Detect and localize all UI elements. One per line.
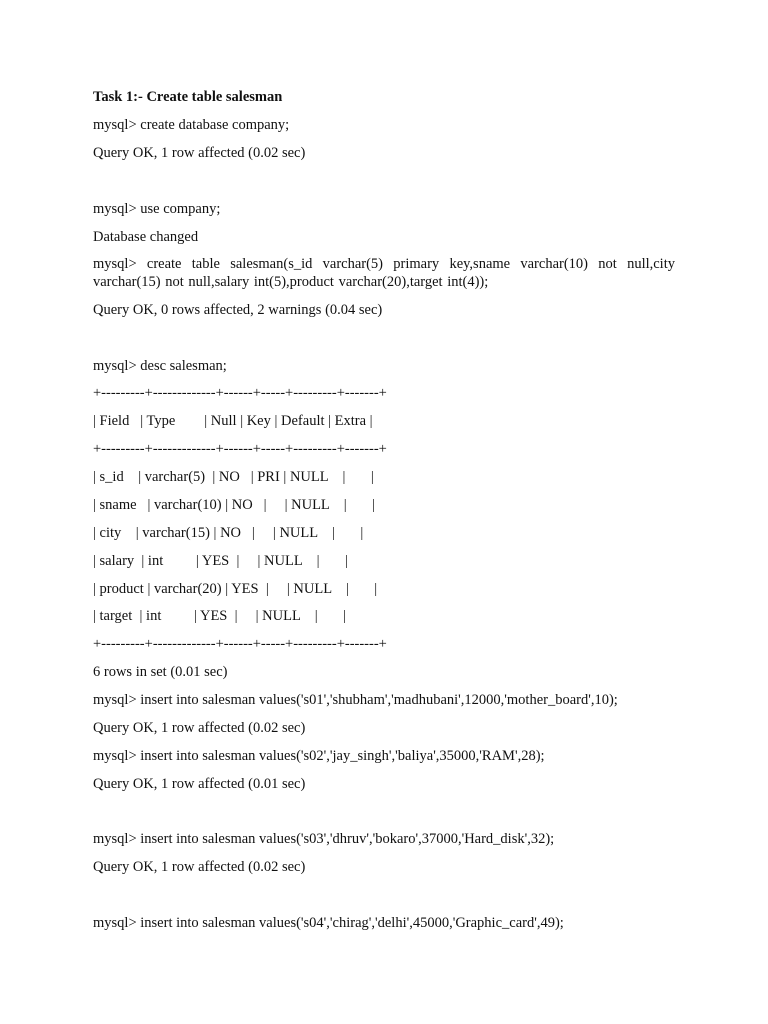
table-border: +---------+-------------+------+-----+---------+-------+	[93, 385, 387, 401]
text-line: 6 rows in set (0.01 sec)	[93, 664, 228, 680]
text-line: mysql> create table salesman(s_id varchar(5) primary key,sname varchar(10) not null,city varchar(15) not null,salary int(5),product varchar(20),target int(4));	[93, 256, 675, 290]
text-line: Query OK, 1 row affected (0.01 sec)	[93, 776, 306, 792]
table-row: | s_id | varchar(5) | NO | PRI | NULL | |	[93, 469, 374, 485]
text-line: Query OK, 1 row affected (0.02 sec)	[93, 145, 306, 161]
table-row: | city | varchar(15) | NO | | NULL | |	[93, 525, 364, 541]
text-line: Query OK, 0 rows affected, 2 warnings (0.04 sec)	[93, 302, 383, 318]
task-heading: Task 1:- Create table salesman	[93, 89, 283, 105]
text-line: mysql> insert into salesman values('s01','shubham','madhubani',12000,'mother_board',10);	[93, 692, 618, 708]
table-border: +---------+-------------+------+-----+---------+-------+	[93, 636, 387, 652]
text-line: mysql> create database company;	[93, 117, 290, 133]
text-line: mysql> use company;	[93, 201, 221, 217]
text-line: Database changed	[93, 229, 199, 245]
text-line: Query OK, 1 row affected (0.02 sec)	[93, 859, 306, 875]
table-header: | Field | Type | Null | Key | Default | Extra |	[93, 413, 373, 429]
text-line: mysql> insert into salesman values('s02','jay_singh','baliya',35000,'RAM',28);	[93, 748, 545, 764]
text-line: mysql> insert into salesman values('s04','chirag','delhi',45000,'Graphic_card',49);	[93, 915, 564, 931]
table-row: | target | int | YES | | NULL | |	[93, 608, 346, 624]
text-line: mysql> insert into salesman values('s03','dhruv','bokaro',37000,'Hard_disk',32);	[93, 831, 555, 847]
text-line: Query OK, 1 row affected (0.02 sec)	[93, 720, 306, 736]
table-row: | sname | varchar(10) | NO | | NULL | |	[93, 497, 375, 513]
table-row: | salary | int | YES | | NULL | |	[93, 553, 348, 569]
text-line: mysql> desc salesman;	[93, 358, 227, 374]
table-row: | product | varchar(20) | YES | | NULL | |	[93, 581, 378, 597]
table-border: +---------+-------------+------+-----+---------+-------+	[93, 441, 387, 457]
